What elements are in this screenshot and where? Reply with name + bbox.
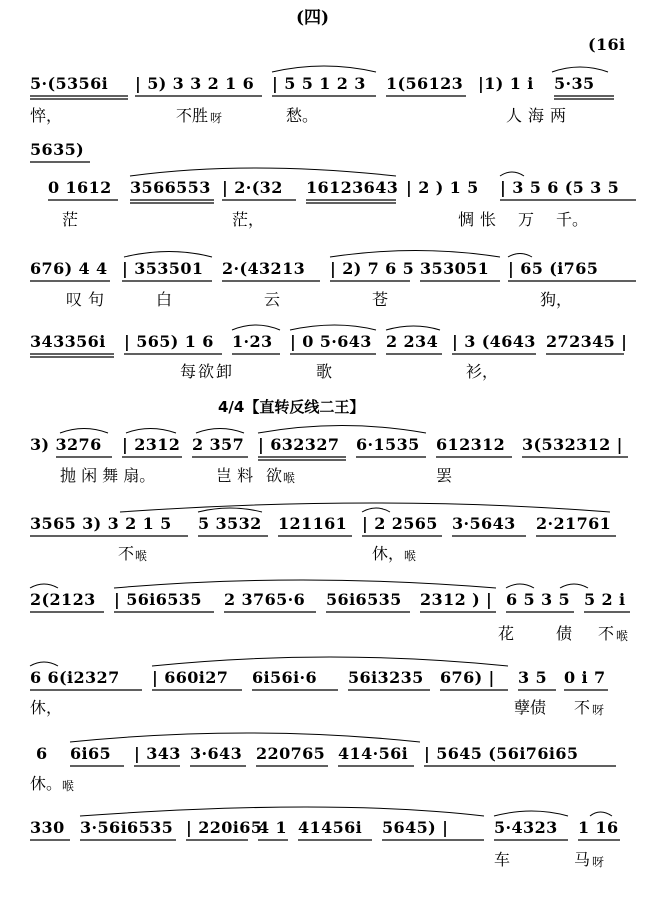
- notation-segment: | 5) 3 3 2 1 6: [135, 74, 255, 93]
- notation-segment: 1(56123: [386, 74, 464, 93]
- notation-segment: 3565 3) 3 2 1 5: [30, 514, 172, 533]
- lyric: 不: [118, 544, 135, 563]
- notation-segment: 2312 ) |: [420, 590, 493, 609]
- lyric: 休，: [30, 698, 63, 717]
- lyric: 债: [556, 624, 573, 643]
- lyric: 茫，: [232, 210, 265, 229]
- notation-segment: 2 234: [386, 332, 439, 351]
- notation-segment: 3) 3276: [30, 435, 102, 454]
- notation-segment: | 2·(32: [222, 178, 283, 197]
- notation-segment: | 343: [134, 744, 181, 763]
- lyric: 愁。: [286, 106, 319, 125]
- lyric: 抛 闲 舞 扇。: [60, 466, 156, 485]
- notation-segment: 6·1535: [356, 435, 420, 454]
- lyric: 罢: [436, 466, 453, 485]
- section-marker: 4/4【直转反线二王】: [218, 398, 365, 416]
- notation-segment: 6i65: [70, 744, 112, 763]
- lyric: 花: [498, 624, 515, 643]
- notation-segment: 272345 |: [546, 332, 628, 351]
- notation-segment: 2 357: [192, 435, 245, 454]
- lyric: 喉: [404, 549, 417, 563]
- lyric: 茫: [62, 210, 79, 229]
- notation-segment: 4 1: [258, 818, 288, 837]
- notation-segment: | 5 5 1 2 3: [272, 74, 366, 93]
- lyric: 喉: [62, 779, 75, 793]
- notation-segment: 3·56i6535: [80, 818, 174, 837]
- notation-segment: | 220i65: [186, 818, 263, 837]
- lyric: 衫，: [466, 362, 499, 381]
- lyric: 休，: [372, 544, 405, 563]
- notation-segment: 3566553: [130, 178, 211, 197]
- notation-segment: 121161: [278, 514, 348, 533]
- lyric: 喉: [283, 471, 296, 485]
- notation-segment: | 2312: [122, 435, 181, 454]
- lyric: 不: [598, 624, 615, 643]
- notation-segment: | 3 5 6 (5 3 5: [500, 178, 620, 197]
- notation-segment: 676) |: [440, 668, 495, 687]
- notation-segment: 5 3532: [198, 514, 262, 533]
- notation-segment: 1·23: [232, 332, 273, 351]
- notation-segment: 56i3235: [348, 668, 424, 687]
- lyric: 马: [574, 850, 591, 869]
- notation-segment: 676) 4 4: [30, 259, 108, 278]
- notation-segment: | 660i27: [152, 668, 229, 687]
- lyric: 每欲卸: [180, 362, 235, 381]
- lyric: 车: [494, 850, 511, 869]
- lyric: 惆怅: [458, 210, 503, 229]
- notation-segment: 6: [36, 744, 48, 763]
- lyric: 云: [264, 290, 281, 309]
- notation-segment: 2 3765·6: [224, 590, 306, 609]
- notation-segment: 3(532312 |: [522, 435, 623, 454]
- notation-segment: 330: [30, 818, 65, 837]
- lyric: 欲: [266, 466, 283, 485]
- lyric: 呀: [210, 111, 223, 125]
- lyric: 呀: [592, 703, 605, 717]
- lyric: 苍: [372, 290, 389, 309]
- slurs: [30, 66, 615, 816]
- lyric: 歌: [316, 362, 333, 381]
- lyric: 狗，: [540, 290, 573, 309]
- notation-segment: 5·35: [554, 74, 595, 93]
- notation-segment: | 2) 7 6 5: [330, 259, 415, 278]
- notation-segment: 6 6(i2327: [30, 668, 120, 687]
- notation-segment: 343356i: [30, 332, 106, 351]
- lyric: 岂 料: [216, 466, 254, 485]
- notation-segment: 220765: [256, 744, 326, 763]
- notation-segment: (16i: [588, 35, 626, 54]
- lyric: 喉: [135, 549, 148, 563]
- lyric: 千。: [556, 210, 589, 229]
- lyric: 孽债: [514, 698, 547, 717]
- lyric: 呀: [592, 855, 605, 869]
- notation-segment: | 565) 1 6: [124, 332, 214, 351]
- notation-segment: 5635): [30, 140, 85, 159]
- notation-segment: | 0 5·643: [290, 332, 372, 351]
- notation-segment: | 56i6535: [114, 590, 202, 609]
- notation-segment: | 5645 (56i76i65: [424, 744, 579, 763]
- notation-segment: 5 2 i: [584, 590, 626, 609]
- notation-segment: 0 i 7: [564, 668, 606, 687]
- page-title: (四): [296, 8, 330, 28]
- notation-segment: 5645) |: [382, 818, 449, 837]
- notation-segment: 1 16: [578, 818, 619, 837]
- notation-segment: 3·5643: [452, 514, 516, 533]
- notation-segment: 3·643: [190, 744, 243, 763]
- notation-segment: | 3 (4643: [452, 332, 536, 351]
- notation-segment: 56i6535: [326, 590, 402, 609]
- notation-segment: 2(2123: [30, 590, 96, 609]
- lyric: 喉: [616, 629, 629, 643]
- notation-segment: | 65 (i765: [508, 259, 599, 278]
- notation-segment: 5·4323: [494, 818, 558, 837]
- lyric: 叹句: [66, 290, 111, 309]
- lyric: 万: [518, 210, 535, 229]
- notation-segment: | 2 ) 1 5: [406, 178, 479, 197]
- notation-segment: 414·56i: [338, 744, 409, 763]
- notation-segment: 6i56i·6: [252, 668, 318, 687]
- notation-segment: 612312: [436, 435, 506, 454]
- lyric: 人海两: [506, 106, 573, 125]
- notation-segment: 6 5 3 5: [506, 590, 571, 609]
- notation-segment: 2·(43213: [222, 259, 306, 278]
- notation-segment: | 353501: [122, 259, 204, 278]
- lyric: 休。: [30, 774, 63, 793]
- lyric: 悴，: [30, 106, 63, 125]
- notation-segment: 2·21761: [536, 514, 612, 533]
- notation-segment: 0 1612: [48, 178, 112, 197]
- lyric: 不: [574, 698, 591, 717]
- notation-segment: 5·(5356i: [30, 74, 109, 93]
- lyric: 白: [156, 290, 173, 309]
- notation-segment: 3 5: [518, 668, 548, 687]
- lyric: 不胜: [176, 106, 209, 125]
- notation-segment: | 632327: [258, 435, 340, 454]
- beam-underlines: [30, 96, 636, 840]
- notation-segment: | 2 2565: [362, 514, 438, 533]
- notation-segment: 16123643: [306, 178, 399, 197]
- notation-segment: 41456i: [298, 818, 363, 837]
- notation-segment: 353051: [420, 259, 490, 278]
- notation-segment: |1) 1 i: [478, 74, 534, 93]
